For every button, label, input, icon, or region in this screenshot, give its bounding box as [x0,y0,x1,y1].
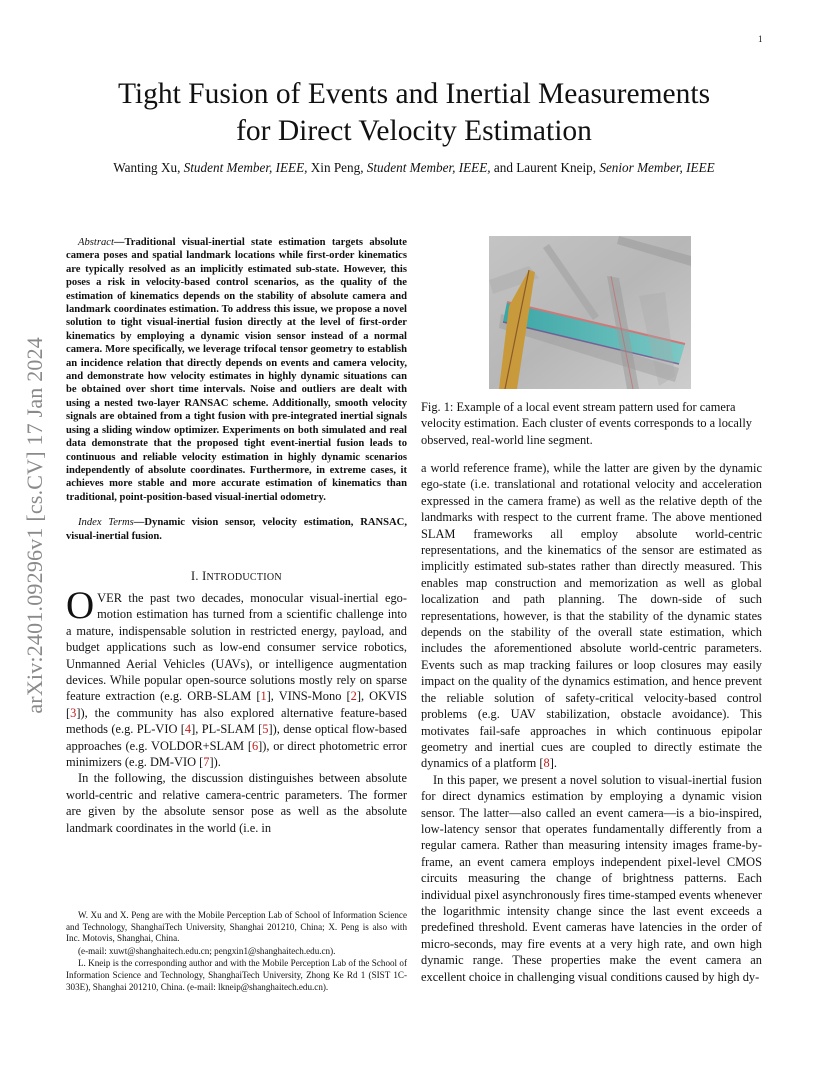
title-line-2: for Direct Velocity Estimation [236,115,592,147]
right-column-text [421,460,762,985]
intro-text-segment: ]), or direct photometric error minimizers (e.g. DM-VIO [ [66,738,407,769]
citation-link[interactable]: 1 [260,689,267,704]
arxiv-stamp [22,290,48,760]
right-text-segment: a world reference frame), while the latter are given by the dynamic ego-state (i.e. translational and rotational velocity and acceleration expressed in the camera frame) as well as the relative depth of the landmarks with respect to the current frame. The above mentioned SLAM frameworks all employ absolute world-centric representations, and the kinematics of the sensor are estimated as implicitly estimated sub-states rather than directly measured. This enables map construction and memorization as well as global localization and path planning. The down-side of such representations, however, is that the stability of the dynamic states depends on the stability of the overall state estimation, which includes the aforementioned absolute world-centric parameters. Events such as map tracking failures or loop closures may easily impact on the quality of the dynamics estimation, and hence prevent the reliable solution of safety-critical velocity-based control problems (e.g. UAV stabilization, obstacle avoidance). This motivates fail-safe approaches in which continuous epipolar geometry and inertial cues are coupled to directly estimate the dynamics of a platform [ [421,461,762,771]
intro-text-segment: ], PL-SLAM [ [191,722,263,737]
author-1: Wanting Xu, [113,160,181,175]
citation-link[interactable]: 6 [251,738,259,753]
abstract [66,236,407,504]
citation-link[interactable]: 2 [350,689,357,704]
left-column [66,236,407,836]
citation-link[interactable]: 5 [262,722,269,737]
index-terms [66,516,407,543]
event-stream-figure [489,236,691,389]
footnote-affiliation-2: L. Kneip is the corresponding author and with the Mobile Perception Lab of the School of Information Science and Technology, ShanghaiTech University, Zhong Ke Rd 1 (SIST 1C-303E), Shanghai 201210, China. (e-mail: lkneip@shanghaitech.edu.cn). [66,958,407,992]
intro-text-segment: ]), dense optical flow-based approaches (e.g. VOLDOR+SLAM [ [66,722,407,753]
citation-link[interactable]: 4 [184,722,192,737]
author-list [50,160,778,176]
footnotes [66,910,407,994]
citation-link[interactable]: 7 [203,755,210,769]
section-heading-rest: NTRODUCTION [206,571,282,583]
abstract-label: Abstract [78,237,114,248]
arxiv-id-text: arXiv:2401.09296v1 [cs.CV] 17 Jan 2024 [22,336,47,714]
intro-paragraph-1 [66,583,407,770]
right-paragraph-1 [421,460,762,772]
right-paragraph-2: In this paper, we present a novel solution to visual-inertial fusion for direct dynamics estimation by employing a dynamic vision sensor. The latter—also called an event camera—is a bio-inspired, low-latency sensor that operates fundamentally differently from a regular camera. Rather than measuring intensity images frame-by-frame, an event camera employs independent pixel-level CMOS circuits measuring the change of brightness patterns. Each individual pixel asynchronously fires time-stamped events whenever the logarithmic intensity change since the last event exceeds a predefined threshold. Event cameras have latencies in the order of micro-seconds, may fire events at a very high rate, and own high dynamic range. These properties make the event camera an excellent choice in challenging visual conditions caused by high dy- [421,772,762,984]
intro-text-segment: ], VINS-Mono [ [266,689,351,704]
paper-title [60,76,768,150]
title-line-1: Tight Fusion of Events and Inertial Measurements [117,78,711,110]
section-heading-numeral: I. I [191,568,207,583]
intro-text-segment: ], OKVIS [ [66,689,407,720]
index-terms-text: —Dynamic vision sensor, velocity estimation, RANSAC, visual-inertial fusion. [66,517,407,542]
intro-paragraph-2: In the following, the discussion distinguishes between absolute world-centric and relative camera-centric parameters. The former are given by the absolute sensor pose as well as the absolute landmark coordinates in the world (i.e. in [66,771,407,835]
citation-link[interactable]: 8 [543,756,550,771]
right-column-figure [421,236,762,448]
footnote-emails-1: (e-mail: xuwt@shanghaitech.edu.cn; pengxin1@shanghaitech.edu.cn). [78,945,336,956]
author-1-role: Student Member, IEEE, [183,160,308,175]
drop-cap: O [66,583,95,627]
citation-link[interactable]: 3 [70,705,77,720]
intro-text-segment: ]). [209,755,221,769]
figure-caption: Fig. 1: Example of a local event stream pattern used for camera velocity estimation. Each cluster of events corresponds to a locally observed, real-world line segment. [421,400,753,447]
author-3-role: Senior Member, IEEE [599,160,715,175]
author-3: Laurent Kneip, [516,160,597,175]
footnote-affiliation-1: W. Xu and X. Peng are with the Mobile Perception Lab of School of Information Science and Technology, ShanghaiTech University, Shanghai 201210, China; X. Peng is also with Inc. Motovis, Shanghai, China. [66,910,407,944]
page-number: 1 [758,34,763,44]
intro-text-segment: ]), the community has also explored alternative feature-based methods (e.g. PL-VIO [ [66,705,407,737]
index-terms-label: Index Terms [78,517,134,529]
author-2: Xin Peng, [310,160,364,175]
intro-text-segment: VER the past two decades, monocular visual-inertial ego-motion estimation has turned from a scientific challenge into a mature, indispensable solution in restricted energy, payload, and budget applications such as low-end consumer service robotics, Unmanned Aerial Vehicles (UAVs), or intelligence augmentation devices. While popular open-source solutions mostly rely on sparse feature extraction (e.g. ORB-SLAM [ [66,590,407,704]
author-2-role: Student Member, IEEE, [366,160,491,175]
abstract-text: —Traditional visual-inertial state estimation targets absolute camera poses and spatial landmark locations while first-order kinematics are typically resolved as an implicitly estimated sub-state. However, this poses a risk in velocity-based control scenarios, as the quality of the estimation of kinematics depends on the stability of absolute camera and landmark coordinates estimation. To address this issue, we propose a novel solution to tight visual-inertial fusion directly at the level of first-order kinematics by employing a dynamic vision sensor instead of a normal camera. More specifically, we leverage trifocal tensor geometry to establish an incidence relation that directly depends on events and camera velocity, and demonstrate how velocity estimates in highly dynamic situations can be obtained over short time intervals. Noise and outliers are dealt with using a nested two-layer RANSAC scheme. Additionally, smooth velocity signals are obtained from a tight fusion with pre-integrated inertial signals using a sliding window optimizer. Experiments on both simulated and real data demonstrate that the proposed tight event-inertial fusion leads to continuous and reliable velocity estimation in highly dynamic scenarios independently of absolute coordinates. Furthermore, in extreme cases, it achieves more stable and more accurate estimation of kinematics than traditional, point-position-based visual-inertial odometry. [66,237,407,503]
author-conjunction: and [493,160,513,175]
section-heading-introduction [66,569,407,584]
right-text-segment: ]. [549,756,557,771]
